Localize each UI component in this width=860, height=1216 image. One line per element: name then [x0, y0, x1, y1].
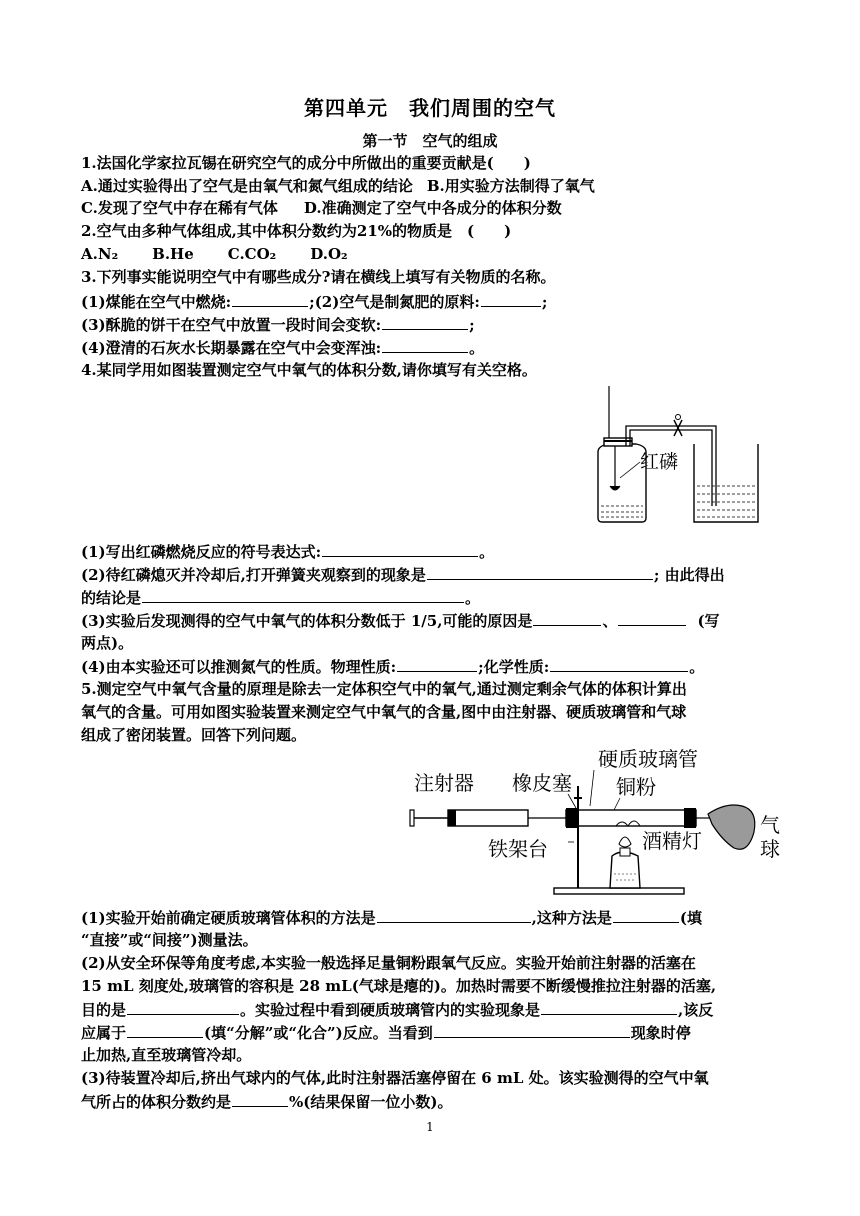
q5-part-2c: [81, 998, 781, 1021]
q4-p3-sep: 、: [602, 612, 618, 630]
q5-p2g-text: (填“分解”或“化合”)反应。当看到: [204, 1024, 433, 1042]
fig2-leader-copper: [614, 798, 620, 810]
fig2-label-stopper: 橡皮塞: [512, 771, 572, 795]
q5-blank-5[interactable]: [127, 1021, 203, 1038]
q4-p2b-text: ; 由此得出: [653, 566, 725, 584]
q3-blank-2[interactable]: [481, 290, 541, 307]
page-number: 1: [426, 1120, 434, 1134]
q5-p2f-text: 应属于: [81, 1024, 127, 1042]
fig1-label-leader: [620, 462, 640, 478]
q4-blank-4[interactable]: [533, 609, 601, 626]
fig2-leader-tube: [590, 770, 594, 806]
q3-part-1-2: [81, 290, 781, 313]
q2-option-b: B.He: [152, 245, 194, 263]
q1-option-d: D.准确测定了空气中各成分的体积分数: [303, 199, 562, 217]
q1-option-a: A.通过实验得出了空气是由氧气和氮气组成的结论: [81, 177, 413, 195]
fig2-label-syringe: 注射器: [414, 771, 474, 795]
q3-p4-end: 。: [469, 339, 485, 357]
fig2-plunger-head: [448, 810, 456, 826]
fig2-label-tube: 硬质玻璃管: [598, 747, 698, 771]
q4-blank-1[interactable]: [322, 540, 478, 557]
q4-part-3a: [81, 609, 781, 632]
q5-p1b-text: ,这种方法是: [531, 909, 612, 927]
q3-blank-1[interactable]: [232, 290, 308, 307]
q4-part-4: [81, 655, 781, 678]
fig1-bottle: [598, 444, 646, 522]
q4-p3a-text: (3)实验后发现测得的空气中氧气的体积分数低于 1/5,可能的原因是: [81, 612, 533, 630]
q5-p3c-text: %(结果保留一位小数)。: [289, 1093, 453, 1111]
q5-part-3a: (3)待装置冷却后,挤出气球内的气体,此时注射器活塞停留在 6 mL 处。该实验测得的空气中氧: [81, 1069, 709, 1087]
q5-part-1b: “直接”或“间接”)测量法。: [81, 931, 258, 949]
fig2-alcohol-lamp: [610, 852, 640, 888]
q4-p4b-text: ;化学性质:: [478, 658, 550, 676]
q5-part-2d: [81, 1021, 781, 1044]
copper-apparatus-figure: [408, 744, 784, 900]
q3-p2-end: ;: [541, 293, 548, 311]
q3-p2-text: ;(2)空气是制氮肥的原料:: [309, 293, 480, 311]
q5-p1c-text: (填: [679, 909, 702, 927]
q5-p2c-text: 目的是: [81, 1001, 127, 1019]
fig2-flame: [619, 837, 631, 847]
q3-blank-3[interactable]: [382, 313, 468, 330]
q1-stem: 1.法国化学家拉瓦锡在研究空气的成分中所做出的重要贡献是( ): [81, 154, 531, 172]
q5-blank-7[interactable]: [232, 1090, 288, 1107]
fig2-left-stopper: [566, 808, 578, 828]
fig2-lamp-neck: [620, 848, 630, 856]
q5-p1a-text: (1)实验开始前确定硬质玻璃管体积的方法是: [81, 909, 376, 927]
fig2-plunger-handle: [410, 810, 414, 826]
phosphorus-apparatus-figure: [590, 386, 780, 526]
q3-p3-text: (3)酥脆的饼干在空气中放置一段时间会变软:: [81, 316, 382, 334]
q4-p4-end: 。: [689, 658, 705, 676]
fig2-right-stopper: [684, 808, 696, 828]
q5-stem-2: 氧气的含量。可用如图实验装置来测定空气中氧气的含量,图中由注射器、硬质玻璃管和气球: [81, 703, 687, 721]
fig2-label-copper: 铜粉: [616, 775, 656, 799]
q4-p4a-text: (4)由本实验还可以推测氮气的性质。物理性质:: [81, 658, 397, 676]
q4-p1-text: (1)写出红磷燃烧反应的符号表达式:: [81, 543, 322, 561]
q2-option-d: D.O₂: [310, 245, 348, 263]
q4-part-2a: [81, 563, 781, 586]
q5-part-3b: [81, 1090, 781, 1113]
q3-p1-text: (1)煤能在空气中燃烧:: [81, 293, 232, 311]
q5-part-2a: (2)从安全环保等角度考虑,本实验一般选择足量铜粉跟氧气反应。实验开始前注射器的活塞在: [81, 954, 696, 972]
q3-part-4: [81, 336, 781, 359]
fig1-clamp-top: [676, 415, 681, 420]
fig2-label-balloon-1: 气: [760, 813, 780, 837]
q5-p2e-text: ,该反: [678, 1001, 714, 1019]
q2-stem: 2.空气由多种气体组成,其中体积分数约为21%的物质是 ( ): [81, 222, 512, 240]
fig2-glass-tube: [566, 810, 696, 826]
q5-stem-3: 组成了密闭装置。回答下列问题。: [81, 726, 307, 744]
q4-part-3b: 两点)。: [81, 634, 134, 652]
q1-options-ab: [81, 175, 781, 197]
q4-blank-3[interactable]: [142, 586, 464, 603]
q4-blank-5[interactable]: [618, 609, 686, 626]
q3-stem: 3.下列事实能说明空气中有哪些成分?请在横线上填写有关物质的名称。: [81, 268, 556, 286]
q4-p2-end: 。: [465, 589, 481, 607]
q1-options-cd: [81, 197, 781, 219]
fig2-label-stand: 铁架台: [488, 837, 548, 861]
q4-p2c-text: 的结论是: [81, 589, 142, 607]
fig2-syringe-barrel: [448, 810, 528, 826]
fig1-spring-clamp: [674, 420, 682, 436]
q4-p1-end: 。: [479, 543, 495, 561]
q2-options: [81, 243, 781, 265]
q3-part-3: [81, 313, 781, 336]
q1-option-c: C.发现了空气中存在稀有气体: [81, 199, 278, 217]
fig2-label-balloon-2: 球: [760, 837, 780, 861]
q5-p2d-text: 。实验过程中看到硬质玻璃管内的实验现象是: [240, 1001, 541, 1019]
q5-blank-1[interactable]: [377, 906, 531, 923]
q2-option-c: C.CO₂: [227, 245, 277, 263]
q4-p3b-text: (写: [697, 612, 720, 630]
q5-p2h-text: 现象时停: [630, 1024, 691, 1042]
section-title: 第一节 空气的组成: [362, 132, 498, 150]
q4-blank-6[interactable]: [397, 655, 477, 672]
fig2-balloon: [708, 805, 755, 849]
q5-blank-3[interactable]: [127, 998, 239, 1015]
q5-blank-4[interactable]: [541, 998, 677, 1015]
q1-option-b: B.用实验方法制得了氧气: [426, 177, 595, 195]
q4-stem: 4.某同学用如图装置测定空气中氧气的体积分数,请你填写有关空格。: [81, 361, 537, 379]
q5-part-1a: [81, 906, 781, 929]
q5-blank-2[interactable]: [613, 906, 679, 923]
q5-part-2b: 15 mL 刻度处,玻璃管的容积是 28 mL(气球是瘪的)。加热时需要不断缓慢推拉注射器的活塞,: [81, 977, 717, 995]
fig1-stopper-band: [604, 440, 632, 442]
unit-title: 第四单元 我们周围的空气: [304, 96, 556, 120]
q3-blank-4[interactable]: [382, 336, 468, 353]
fig2-leader-stopper: [568, 794, 576, 808]
q5-p3b-text: 气所占的体积分数约是: [81, 1093, 232, 1111]
q3-p3-end: ;: [469, 316, 475, 334]
fig2-stand-base: [554, 888, 684, 894]
q4-blank-7[interactable]: [550, 655, 688, 672]
q4-part-2b: [81, 586, 781, 609]
q5-part-2e: 止加热,直至玻璃管冷却。: [81, 1046, 252, 1064]
q4-p2a-text: (2)待红磷熄灭并冷却后,打开弹簧夹观察到的现象是: [81, 566, 426, 584]
fig1-spoon: [610, 486, 620, 490]
fig1-label-red-phosphorus: 红磷: [640, 451, 679, 473]
q3-p4-text: (4)澄清的石灰水长期暴露在空气中会变浑浊:: [81, 339, 382, 357]
q5-stem-1: 5.测定空气中氧气含量的原理是除去一定体积空气中的氧气,通过测定剩余气体的体积计算出: [81, 680, 687, 698]
fig2-label-lamp: 酒精灯: [642, 829, 702, 853]
q5-blank-6[interactable]: [434, 1021, 630, 1038]
q4-part-1: [81, 540, 781, 563]
q4-blank-2[interactable]: [427, 563, 653, 580]
q2-option-a: A.N₂: [81, 245, 119, 263]
